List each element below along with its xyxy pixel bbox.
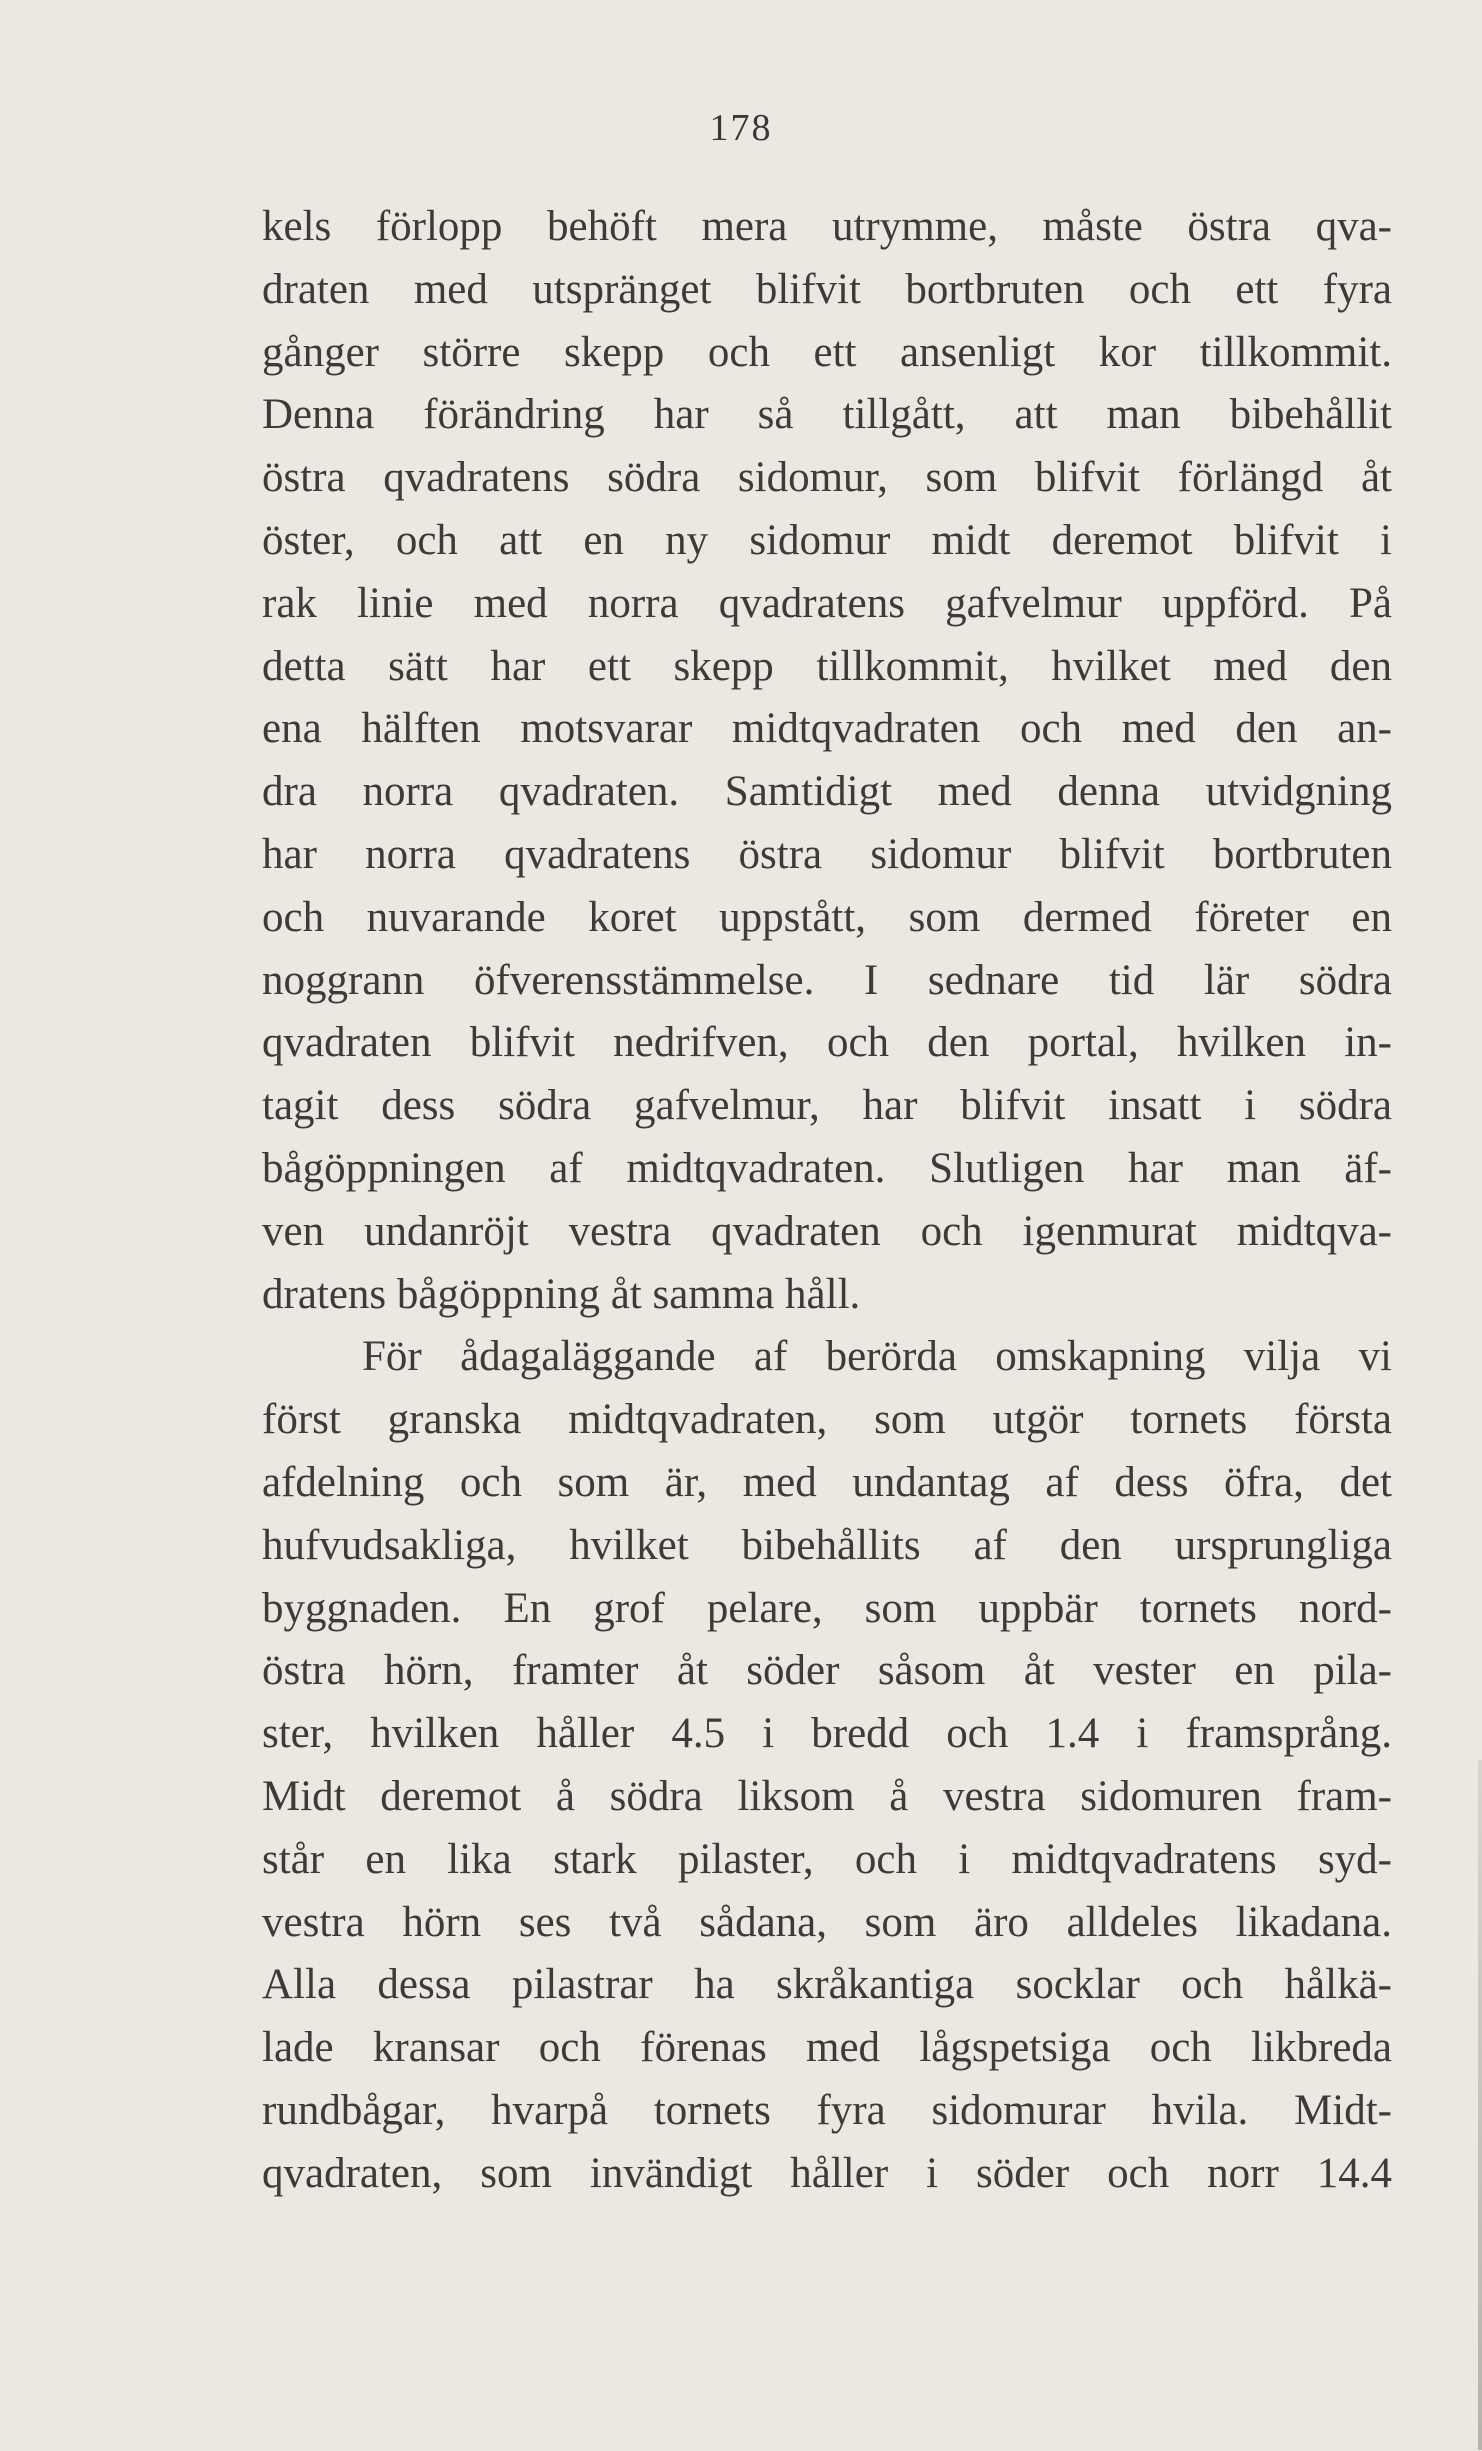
page-edge-shadow [1478,1760,1482,2450]
text-line: rundbågar, hvarpå tornets fyra sidomurar hvila. Midt- [262,2086,1392,2134]
text-line: detta sätt har ett skepp tillkommit, hvilket med den [262,642,1392,690]
text-line: dra norra qvadraten. Samtidigt med denna utvidgning [262,768,1392,816]
text-line: östra qvadratens södra sidomur, som blifvit förlängd åt [262,454,1392,502]
text-line: byggnaden. En grof pelare, som uppbär tornets nord- [262,1584,1392,1632]
text-line: afdelning och som är, med undantag af dess öfra, det [262,1458,1392,1506]
text-line: ster, hvilken håller 4.5 i bredd och 1.4 i framsprång. [262,1710,1392,1758]
text-line: noggrann öfverensstämmelse. I sednare tid lär södra [262,956,1392,1004]
page-number: 178 [709,107,773,149]
text-line: öster, och att en ny sidomur midt deremot blifvit i [262,516,1392,564]
text-line: står en lika stark pilaster, och i midtqvadratens syd- [262,1835,1392,1883]
text-line: kels förlopp behöft mera utrymme, måste östra qva- [262,203,1392,250]
text-line: tagit dess södra gafvelmur, har blifvit insatt i södra [262,1082,1392,1130]
body-text [262,196,1392,2206]
text-line: gånger större skepp och ett ansenligt kor tillkommit. [262,328,1392,376]
text-line: Alla dessa pilastrar ha skråkantiga socklar och hålkä- [262,1961,1392,2009]
text-line: har norra qvadratens östra sidomur blifvit bortbruten [262,830,1392,878]
text-line: vestra hörn ses två sådana, som äro alldeles likadana. [262,1898,1392,1946]
text-line: qvadraten blifvit nedrifven, och den portal, hvilken in- [262,1019,1392,1067]
text-line: och nuvarande koret uppstått, som dermed företer en [262,893,1392,941]
text-line: först granska midtqvadraten, som utgör tornets första [262,1396,1392,1444]
text-line: lade kransar och förenas med lågspetsiga och likbreda [262,2024,1392,2072]
text-line: ven undanröjt vestra qvadraten och igenmurat midtqva- [262,1207,1392,1255]
text-line: bågöppningen af midtqvadraten. Slutligen har man äf- [262,1144,1392,1192]
text-line: qvadraten, som invändigt håller i söder och norr 14.4 [262,2149,1392,2197]
text-line: östra hörn, framter åt söder såsom åt vester en pila- [262,1647,1392,1695]
text-line: Denna förändring har så tillgått, att man bibehållit [262,391,1392,439]
text-line: rak linie med norra qvadratens gafvelmur uppförd. På [262,579,1392,627]
text-line: ena hälften motsvarar midtqvadraten och med den an- [262,705,1392,753]
text-line: hufvudsakliga, hvilket bibehållits af den ursprungliga [262,1521,1392,1569]
text-line: Midt deremot å södra liksom å vestra sidomuren fram- [262,1772,1392,1820]
paragraph-last-line: dratens bågöppning åt samma håll. [262,1270,861,1318]
paragraph-first-line: För ådagaläggande af berörda omskapning vilja vi [362,1333,1392,1381]
text-line: draten med utspränget blifvit bortbruten och ett fyra [262,265,1392,313]
